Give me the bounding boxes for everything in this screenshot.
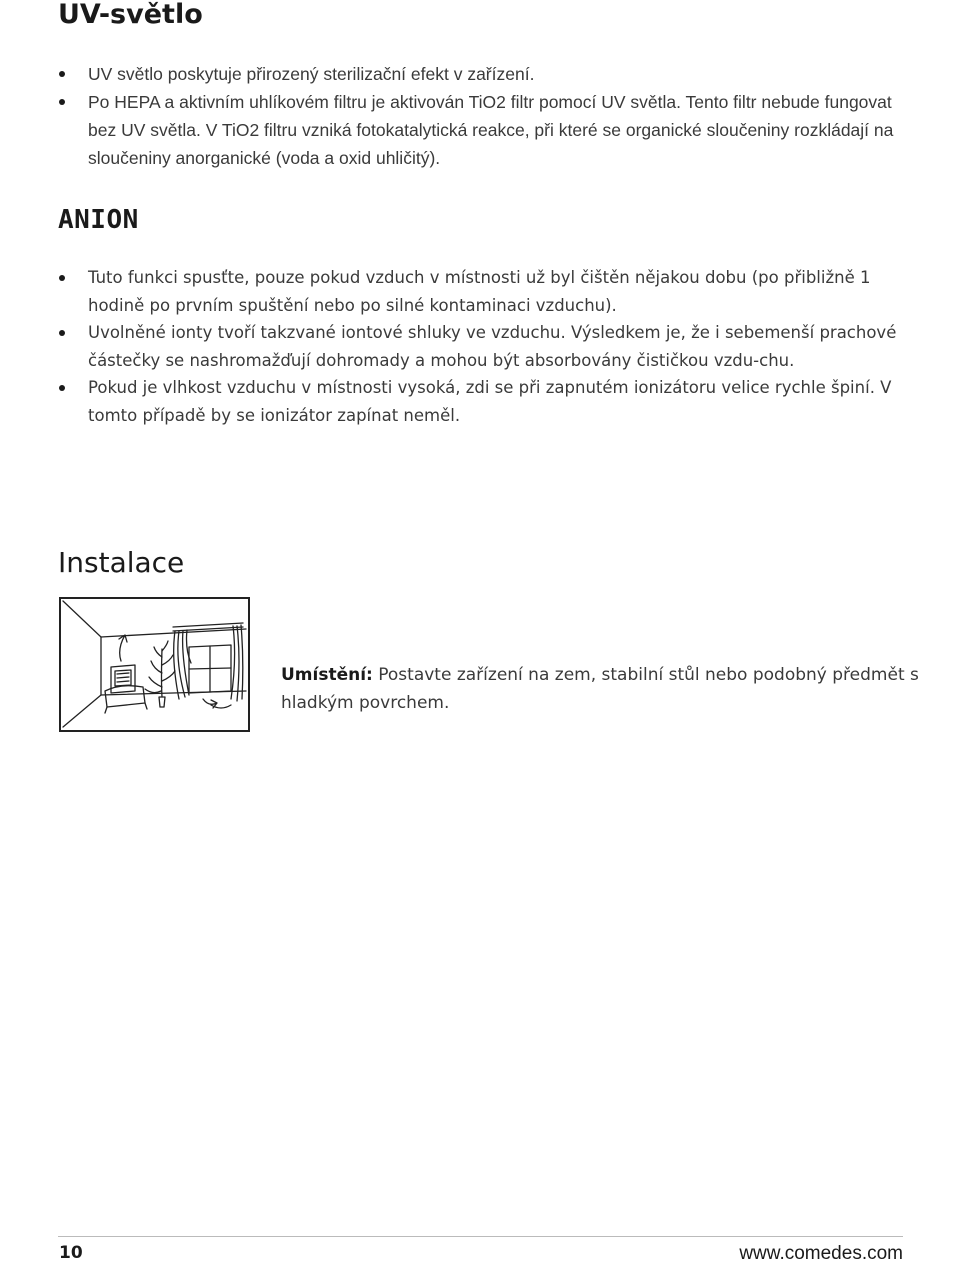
install-section-title: Instalace: [58, 546, 185, 579]
uv-section-title: UV-světlo: [58, 0, 203, 30]
install-description: Postavte zařízení na zem, stabilní stůl nebo podobný předmět s hladkým povrchem.: [281, 665, 919, 713]
list-item: Po HEPA a aktivním uhlíkovém filtru je aktivován TiO2 filtr pomocí UV světla. Tento filtr nebude fungovat bez UV světla. V TiO2 filtru vzniká fotokatalytická reakce, při které se organické sloučeniny rozkládají na sloučeniny anorganické (voda a oxid uhličitý).: [58, 88, 908, 172]
anion-section-title: ANION: [58, 205, 139, 235]
room-sketch-icon: [61, 599, 248, 730]
list-item: Pokud je vlhkost vzduchu v místnosti vysoká, zdi se při zapnutém ionizátoru velice rychle špiní. V tomto případě by se ionizátor zapínat neměl.: [58, 374, 908, 429]
footer-divider: [58, 1236, 903, 1237]
anion-bullet-list: [58, 264, 908, 429]
install-instruction: [281, 661, 921, 717]
website-link[interactable]: www.comedes.com: [739, 1243, 903, 1264]
page-number: 10: [59, 1243, 83, 1263]
room-placement-illustration: [59, 597, 250, 732]
install-lead-label: Umístění:: [281, 665, 373, 685]
list-item: Tuto funkci spusťte, pouze pokud vzduch v místnosti už byl čištěn nějakou dobu (po přibližně 1 hodině po prvním spuštění nebo po silné kontaminaci vzduchu).: [58, 264, 908, 319]
list-item: UV světlo poskytuje přirozený sterilizační efekt v zařízení.: [58, 60, 908, 88]
list-item: Uvolněné ionty tvoří takzvané iontové shluky ve vzduchu. Výsledkem je, že i sebemenší prachové částečky se nashromažďují dohromady a mohou být absorbovány čističkou vzdu-chu.: [58, 319, 908, 374]
uv-bullet-list: [58, 60, 908, 172]
